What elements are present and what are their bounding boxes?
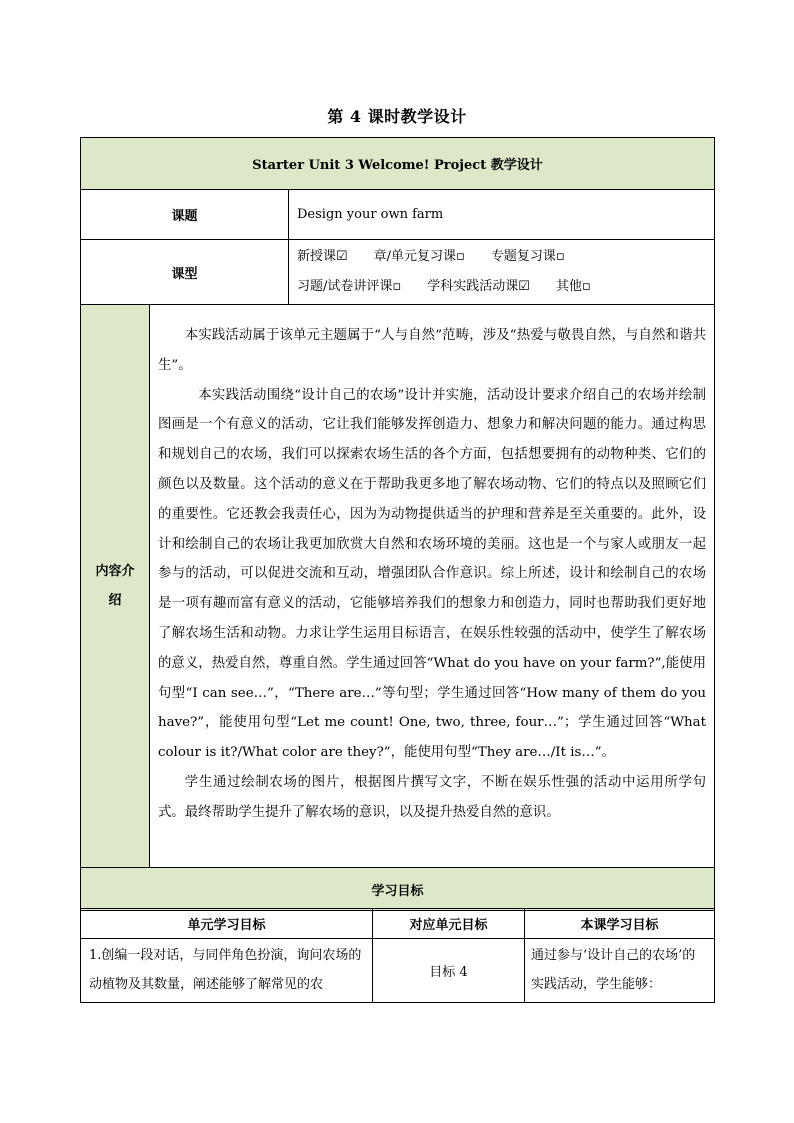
lesson-design-table (80, 137, 715, 911)
col-header-mapped-goal: 对应单元目标 (373, 909, 525, 939)
option-exercise-review: 习题/试卷讲评课▫ (297, 279, 402, 294)
lesson-type-options (289, 240, 715, 305)
objectives-section-title: 学习目标 (81, 868, 715, 911)
option-topic-review: 专题复习课▫ (490, 249, 565, 264)
col-header-lesson-goal: 本课学习目标 (525, 909, 715, 939)
topic-value: Design your own farm (289, 190, 715, 240)
table-row (81, 939, 715, 1003)
lesson-type-line-1 (297, 242, 706, 272)
page-title: 第 4 课时教学设计 (327, 107, 467, 126)
content-intro-label: 内容介绍 (81, 305, 150, 868)
header-row: Starter Unit 3 Welcome! Project 教学设计 (81, 138, 715, 190)
intro-paragraph-3: 学生通过绘制农场的图片，根据图片撰写文字，不断在娱乐性强的活动中运用所学句式。最终帮助学生提升了解农场的意识，以及提升热爱自然的意识。 (158, 774, 706, 820)
lesson-type-line-2 (297, 272, 706, 302)
option-practice-activity: 学科实践活动课☑ (427, 279, 530, 294)
intro-paragraph-2: 本实践活动围绕“设计自己的农场”设计并实施，活动设计要求介绍自己的农场并绘制图画是一个有意义的活动，它让我们能够发挥创造力、想象力和解决问题的能力。通过构思和规划自己的农场，我们可以探索农场生活的各个方面，包括想要拥有的动物种类、它们的颜色以及数量。这个活动的意义在于帮助我更多地了解农场动物、它们的特点以及照顾它们的重要性。它还教会我责任心，因为为动物提供适当的护理和营养是至关重要的。此外，设计和绘制自己的农场让我更加欣赏大自然和农场环境的美丽。这也是一个与家人或朋友一起参与的活动，可以促进交流和互动，增强团队合作意识。综上所述，设计和绘制自己的农场是一项有趣而富有意义的活动，它能够培养我们的想象力和创造力，同时也帮助我们更好地了解农场生活和动物。力求让学生运用目标语言，在娱乐性较强的活动中，使学生了解农场的意义，热爱自然，尊重自然。学生通过回答“What do you have on your farm?”,能使用句型“I can see…”，“There are…”等句型；学生通过回答“How many of them do you have?”，能使用句型“Let me count! One, two, three, four…”；学生通过回答“What colour is it?/What color are they?”，能使用句型“They are…/It is…”。 (158, 387, 706, 761)
lesson-goal-cell: 通过参与‘设计自己的农场’的实践活动，学生能够： (525, 939, 715, 1003)
option-unit-review: 章/单元复习课▫ (373, 249, 465, 264)
lesson-type-label: 课型 (81, 240, 289, 305)
mapped-goal-cell: 目标 4 (373, 939, 525, 1003)
unit-goal-cell: 1.创编一段对话，与同伴角色扮演，询问农场的动植物及其数量，阐述能够了解常见的农 (81, 939, 373, 1003)
intro-paragraph-1: 本实践活动属于该单元主题属于“人与自然”范畴，涉及“热爱与敬畏自然，与自然和谐共生”。 (158, 328, 706, 373)
objectives-table (80, 908, 715, 1003)
topic-label: 课题 (81, 190, 289, 240)
option-new-lesson: 新授课☑ (297, 249, 348, 264)
option-other: 其他▫ (555, 279, 591, 294)
col-header-unit-goal: 单元学习目标 (81, 909, 373, 939)
content-intro-body (150, 305, 715, 868)
